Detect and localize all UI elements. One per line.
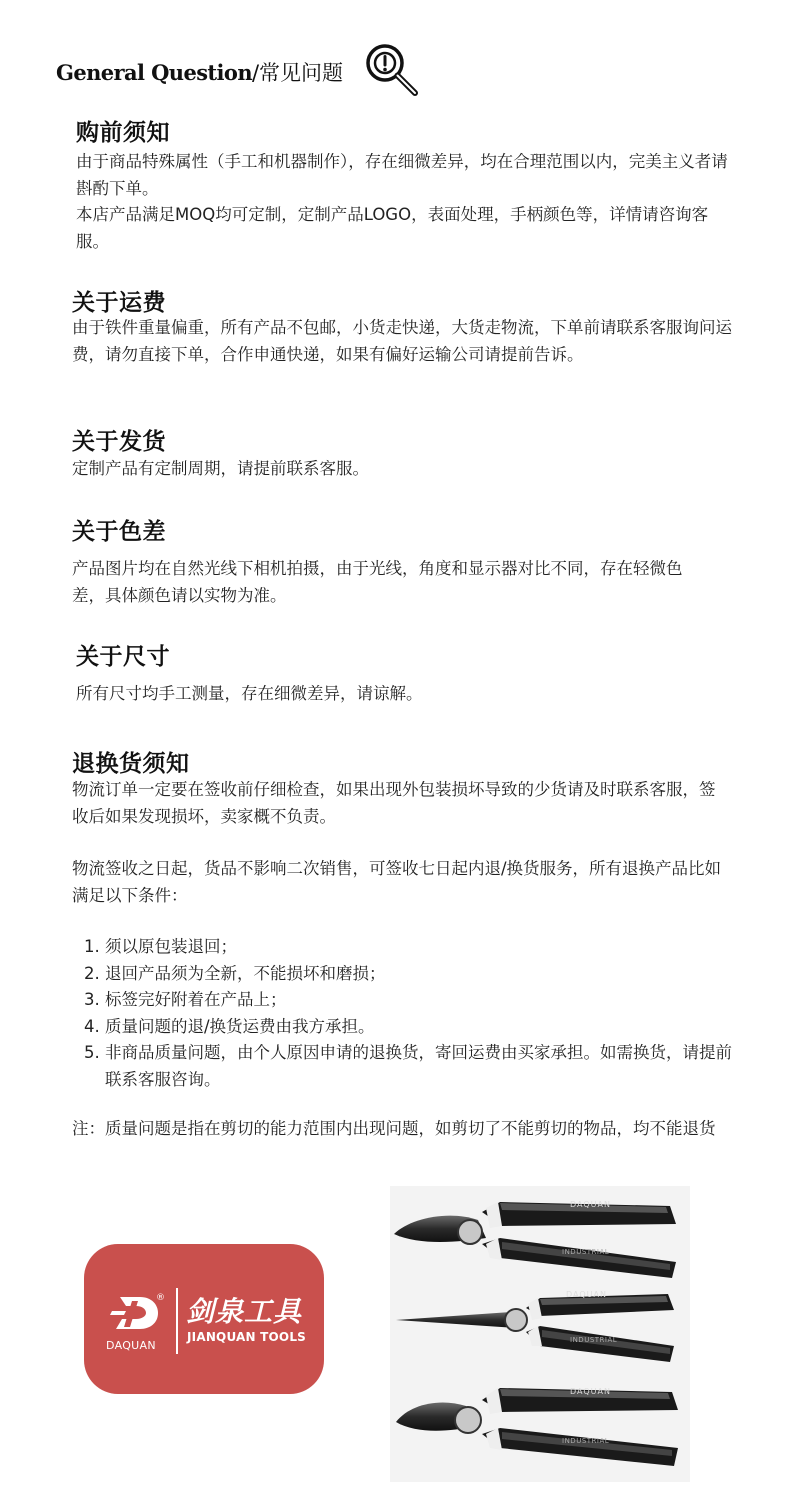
list-item: 2. 退回产品须为全新，不能损坏和磨损； [105, 961, 735, 988]
long-nose-pliers [396, 1294, 674, 1362]
pliers-icon [390, 1186, 690, 1482]
logo-letters: DAQUAN [106, 1339, 156, 1352]
list-item: 3. 标签完好附着在产品上； [105, 987, 735, 1014]
handle-brand-text: DAQUAN [570, 1387, 611, 1396]
handle-sub-text: INDUSTRIAL [570, 1336, 618, 1344]
handle-sub-text: INDUSTRIAL [562, 1248, 610, 1256]
paragraph: 本店产品满足MOQ均可定制，定制产品LOGO，表面处理，手柄颜色等，详情请咨询客服。 [76, 205, 709, 251]
section-body-color-difference [72, 556, 712, 609]
section-title-shipping-fee: 关于运费 [72, 290, 166, 316]
paragraph: 产品图片均在自然光线下相机拍摄，由于光线，角度和显示器对比不同，存在轻微色差，具体颜色请以实物为准。 [72, 559, 683, 605]
registered-mark: ® [156, 1293, 165, 1303]
paragraph: 物流签收之日起，货品不影响二次销售，可签收七日起内退/换货服务，所有退换产品比如满足以下条件： [72, 859, 722, 905]
section-title-returns: 退换货须知 [72, 751, 190, 777]
section-body-delivery [72, 456, 732, 483]
logo-divider [176, 1288, 178, 1354]
header-title-cn: /常见问题 [251, 61, 344, 85]
section-title-pre-purchase: 购前须知 [76, 120, 170, 146]
section-title-size: 关于尺寸 [76, 644, 170, 670]
section-body-returns-conditions [72, 856, 727, 909]
header-title-en: General Question [56, 59, 252, 85]
paragraph: 物流订单一定要在签收前仔细检查，如果出现外包装损坏导致的少货请及时联系客服，签收后如果发现损坏，卖家概不负责。 [72, 780, 716, 826]
product-image-pliers [390, 1186, 690, 1482]
diagonal-pliers [396, 1388, 678, 1466]
returns-note [72, 1116, 727, 1143]
handle-brand-text: DAQUAN [566, 1290, 607, 1299]
handle-sub-text: INDUSTRIAL [562, 1437, 610, 1445]
combination-pliers [394, 1202, 676, 1278]
brand-logo [84, 1244, 324, 1394]
section-body-pre-purchase [76, 149, 736, 255]
returns-conditions-list [72, 934, 735, 1093]
brand-name-cn: 剑泉工具 [186, 1295, 303, 1328]
section-body-returns [72, 777, 727, 830]
section-body-shipping-fee [72, 315, 732, 368]
note-text: 注：质量问题是指在剪切的能力范围内出现问题，如剪切了不能剪切的物品，均不能退货 [72, 1119, 716, 1138]
brand-name-en: JIANQUAN TOOLS [187, 1330, 307, 1344]
section-title-delivery: 关于发货 [72, 429, 166, 455]
section-title-color-difference: 关于色差 [72, 519, 166, 545]
list-item: 5. 非商品质量问题，由个人原因申请的退换货，寄回运费由买家承担。如需换货，请提前联系客服咨询。 [105, 1040, 735, 1093]
paragraph: 所有尺寸均手工测量，存在细微差异，请谅解。 [76, 684, 423, 703]
paragraph: 由于商品特殊属性（手工和机器制作），存在细微差异，均在合理范围以内，完美主义者请斟酌下单。 [76, 152, 728, 198]
paragraph: 由于铁件重量偏重，所有产品不包邮，小货走快递，大货走物流，下单前请联系客服询问运费，请勿直接下单，合作申通快递，如果有偏好运输公司请提前告诉。 [72, 318, 732, 364]
paragraph: 定制产品有定制周期，请提前联系客服。 [72, 459, 369, 478]
list-item: 4. 质量问题的退/换货运费由我方承担。 [105, 1014, 735, 1041]
handle-brand-text: DAQUAN [570, 1200, 611, 1209]
page-header [56, 54, 343, 90]
magnifier-exclamation-icon [362, 40, 422, 100]
section-body-size [76, 681, 736, 708]
list-item: 1. 须以原包装退回； [105, 934, 735, 961]
